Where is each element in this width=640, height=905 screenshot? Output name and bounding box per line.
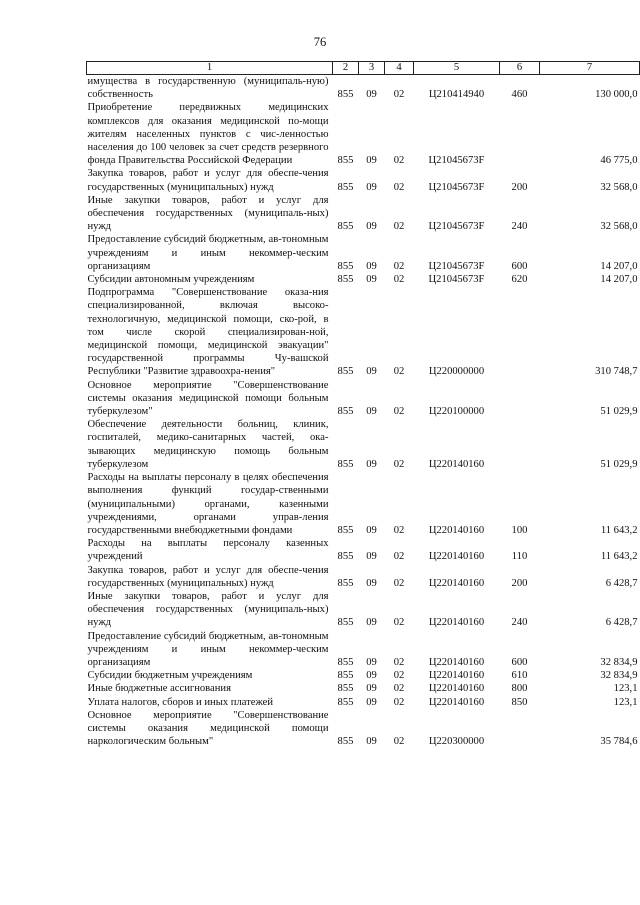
target-article-code: Ц220000000	[428, 366, 485, 378]
subsection-code: 02	[393, 670, 405, 682]
row-name: Подпрограмма "Совершенствование оказа-ния специализированной, включая высоко-технологичную, медицинской помощи, ско-рой, в том числе скорой специализирован-ной, медицинской помощи, медицинской эвакуации" государственной программы Чу-вашской Республики "Развитие здравоохра-нения"	[87, 287, 329, 378]
amount: 14 207,0	[600, 274, 638, 286]
expense-type-code: 620	[511, 274, 528, 286]
target-article-code: Ц220300000	[428, 736, 485, 748]
ministry-code: 855	[337, 89, 354, 101]
row-name: Расходы на выплаты персоналу в целях обеспечения выполнения функций государ-ственными (муниципальными) органами, казенными учреждениями, органами управ-ления государственными внебюджетными фондами	[87, 472, 329, 536]
row-name: Закупка товаров, работ и услуг для обеспе-чения государственных (муниципальных) нужд	[87, 168, 329, 193]
table-row	[87, 537, 640, 563]
column-header: 3	[359, 62, 385, 75]
section-code: 09	[366, 406, 377, 418]
section-code: 09	[366, 696, 377, 708]
table-row	[87, 709, 640, 749]
target-article-code: Ц21045673F	[428, 274, 485, 286]
amount: 6 428,7	[605, 617, 638, 629]
section-code: 09	[366, 736, 377, 748]
amount: 14 207,0	[600, 260, 638, 272]
subsection-code: 02	[393, 406, 405, 418]
expense-type-code: 600	[511, 260, 528, 272]
section-code: 09	[366, 366, 377, 378]
table-row	[87, 682, 640, 695]
section-code: 09	[366, 551, 377, 563]
subsection-code: 02	[393, 260, 405, 272]
amount: 32 568,0	[600, 181, 638, 193]
section-code: 09	[366, 670, 377, 682]
column-header: 7	[540, 62, 640, 75]
subsection-code: 02	[393, 683, 405, 695]
row-name: Основное мероприятие "Совершенствование системы оказания медицинской помощи больным туберкулезом"	[87, 379, 329, 418]
ministry-code: 855	[337, 458, 354, 470]
row-name: Закупка товаров, работ и услуг для обеспе-чения государственных (муниципальных) нужд	[87, 564, 329, 589]
section-code: 09	[366, 221, 377, 233]
table-row	[87, 418, 640, 471]
amount: 51 029,9	[600, 406, 638, 418]
section-code: 09	[366, 458, 377, 470]
expense-type-code: 240	[511, 617, 528, 629]
target-article-code: Ц220140160	[428, 617, 485, 629]
column-header: 4	[385, 62, 414, 75]
table-row	[87, 273, 640, 286]
amount: 32 834,9	[600, 656, 638, 668]
subsection-code: 02	[393, 458, 405, 470]
row-name: Приобретение передвижных медицинских комплексов для оказания медицинской по-мощи жителям населенных пунктов с чис-ленностью населения до 100 человек за счет средств резервного фонда Правительства Российской Федерации	[87, 102, 329, 167]
target-article-code: Ц220140160	[428, 577, 485, 589]
budget-table	[86, 61, 640, 748]
row-name: Предоставление субсидий бюджетным, ав-тономным учреждениям и иным некоммер-ческим организациям	[87, 234, 329, 272]
subsection-code: 02	[393, 551, 405, 563]
amount: 32 834,9	[600, 670, 638, 682]
subsection-code: 02	[393, 221, 405, 233]
expense-type-code	[500, 379, 540, 419]
target-article-code: Ц220140160	[428, 656, 485, 668]
amount: 310 748,7	[595, 366, 638, 378]
table-row	[87, 194, 640, 234]
section-code: 09	[366, 577, 377, 589]
table-header-row	[87, 62, 640, 75]
target-article-code: Ц220140160	[428, 696, 485, 708]
subsection-code: 02	[393, 181, 405, 193]
section-code: 09	[366, 274, 377, 286]
amount: 46 775,0	[600, 155, 638, 167]
ministry-code: 855	[337, 406, 354, 418]
expense-type-code: 800	[511, 683, 528, 695]
target-article-code: Ц21045673F	[428, 260, 485, 272]
subsection-code: 02	[393, 736, 405, 748]
expense-type-code	[500, 418, 540, 471]
expense-type-code	[500, 286, 540, 378]
expense-type-code: 240	[511, 221, 528, 233]
ministry-code: 855	[337, 656, 354, 668]
ministry-code: 855	[337, 524, 354, 536]
column-header: 2	[333, 62, 359, 75]
column-header: 5	[414, 62, 500, 75]
row-name: Субсидии бюджетным учреждениям	[87, 670, 253, 682]
row-name: Предоставление субсидий бюджетным, ав-тономным учреждениям и иным некоммер-ческим организациям	[87, 630, 329, 668]
amount: 11 643,2	[600, 524, 638, 536]
table-row	[87, 286, 640, 378]
row-name: Обеспечение деятельности больниц, клиник, госпиталей, медико-санитарных частей, ока-зывающих медицинскую помощь больным туберкулезом	[87, 419, 329, 470]
row-name: имущества в государственную (муниципаль-ную) собственность	[87, 76, 329, 101]
expense-type-code	[500, 709, 540, 749]
section-code: 09	[366, 683, 377, 695]
amount: 123,1	[613, 683, 638, 695]
subsection-code: 02	[393, 274, 405, 286]
section-code: 09	[366, 260, 377, 272]
amount: 6 428,7	[605, 577, 638, 589]
row-name: Иные закупки товаров, работ и услуг для обеспечения государственных (муниципаль-ных) нужд	[87, 590, 329, 629]
table-row	[87, 696, 640, 709]
ministry-code: 855	[337, 274, 354, 286]
target-article-code: Ц220100000	[428, 406, 485, 418]
section-code: 09	[366, 155, 377, 167]
table-row	[87, 233, 640, 273]
amount: 11 643,2	[600, 551, 638, 563]
table-row	[87, 669, 640, 682]
row-name: Расходы на выплаты персоналу казенных учреждений	[87, 538, 329, 563]
column-header: 6	[500, 62, 540, 75]
target-article-code: Ц220140160	[428, 683, 485, 695]
subsection-code: 02	[393, 155, 405, 167]
section-code: 09	[366, 89, 377, 101]
ministry-code: 855	[337, 155, 354, 167]
row-name: Иные бюджетные ассигнования	[87, 683, 231, 695]
expense-type-code: 200	[511, 181, 528, 193]
ministry-code: 855	[337, 670, 354, 682]
table-row	[87, 590, 640, 630]
target-article-code: Ц21045673F	[428, 155, 485, 167]
subsection-code: 02	[393, 617, 405, 629]
page-number: 76	[313, 35, 327, 49]
expense-type-code	[500, 101, 540, 167]
subsection-code: 02	[393, 366, 405, 378]
expense-type-code: 200	[511, 577, 528, 589]
section-code: 09	[366, 617, 377, 629]
table-row	[87, 471, 640, 537]
target-article-code: Ц21045673F	[428, 181, 485, 193]
table-row	[87, 564, 640, 590]
target-article-code: Ц220140160	[428, 524, 485, 536]
ministry-code: 855	[337, 551, 354, 563]
subsection-code: 02	[393, 524, 405, 536]
ministry-code: 855	[337, 181, 354, 193]
expense-type-code: 600	[511, 656, 528, 668]
section-code: 09	[366, 524, 377, 536]
ministry-code: 855	[337, 260, 354, 272]
ministry-code: 855	[337, 683, 354, 695]
amount: 123,1	[613, 696, 638, 708]
row-name: Основное мероприятие "Совершенствование системы оказания медицинской помощи наркологическим больным"	[87, 709, 329, 748]
target-article-code: Ц210414940	[428, 89, 485, 101]
target-article-code: Ц220140160	[428, 551, 485, 563]
expense-type-code: 850	[511, 696, 528, 708]
amount: 32 568,0	[600, 221, 638, 233]
expense-type-code: 460	[511, 89, 528, 101]
target-article-code: Ц21045673F	[428, 221, 485, 233]
table-row	[87, 379, 640, 419]
table-body	[87, 75, 640, 749]
table-row	[87, 75, 640, 102]
section-code: 09	[366, 181, 377, 193]
ministry-code: 855	[337, 736, 354, 748]
column-header: 1	[87, 62, 333, 75]
expense-type-code: 110	[511, 551, 528, 563]
ministry-code: 855	[337, 366, 354, 378]
ministry-code: 855	[337, 617, 354, 629]
expense-type-code: 100	[511, 524, 528, 536]
table-row	[87, 167, 640, 193]
row-name: Иные закупки товаров, работ и услуг для обеспечения государственных (муниципаль-ных) нужд	[87, 194, 329, 233]
amount: 35 784,6	[600, 736, 638, 748]
subsection-code: 02	[393, 89, 405, 101]
subsection-code: 02	[393, 577, 405, 589]
ministry-code: 855	[337, 577, 354, 589]
amount: 130 000,0	[595, 89, 638, 101]
ministry-code: 855	[337, 696, 354, 708]
expense-type-code: 610	[511, 670, 528, 682]
row-name: Уплата налогов, сборов и иных платежей	[87, 696, 274, 708]
table-row	[87, 630, 640, 670]
target-article-code: Ц220140160	[428, 458, 485, 470]
subsection-code: 02	[393, 656, 405, 668]
row-name: Субсидии автономным учреждениям	[87, 274, 255, 286]
section-code: 09	[366, 656, 377, 668]
subsection-code: 02	[393, 696, 405, 708]
target-article-code: Ц220140160	[428, 670, 485, 682]
table-row	[87, 101, 640, 167]
amount: 51 029,9	[600, 458, 638, 470]
ministry-code: 855	[337, 221, 354, 233]
